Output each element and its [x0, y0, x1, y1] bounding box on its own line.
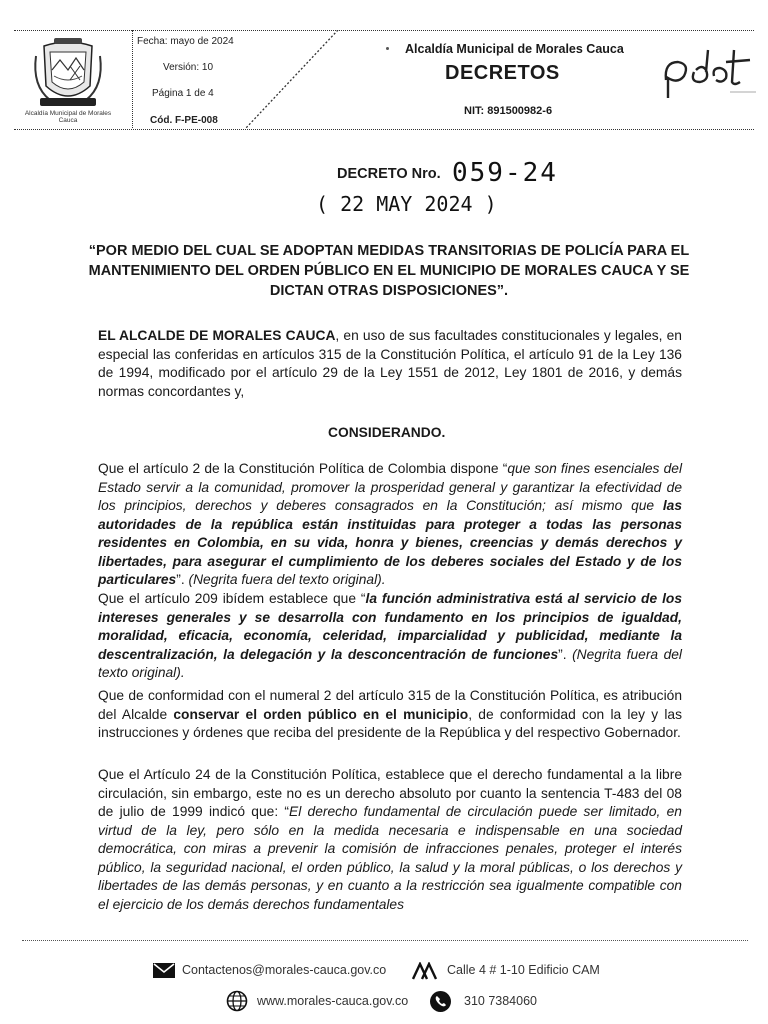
decree-title: “POR MEDIO DEL CUAL SE ADOPTAN MEDIDAS TRANSITORIAS DE POLICÍA PARA EL MANTENIMIENTO DEL ORDEN PÚBLICO EN EL MUNICIPIO DE MORALES CAUCA Y SE DICTAN OTRAS DISPOSICIONES”. [88, 243, 690, 299]
p1-d: ”. [176, 572, 189, 587]
phone-icon [430, 991, 451, 1012]
mail-icon [153, 963, 175, 978]
paragraph-2 [98, 590, 682, 683]
doc-version: Versión: 10 [163, 62, 214, 73]
paragraph-4 [98, 766, 682, 914]
nit: NIT: 891500982-6 [464, 105, 553, 117]
location-icon [412, 962, 438, 980]
considerando-heading: CONSIDERANDO. [328, 425, 446, 440]
intro-text: , en uso de sus facultades constitucionales y legales, en especial las conferidas en artículos 315 de la Constitución Política, el artículo 91 de la Ley 136 de 1994, modificado por el artículo 29 de la Ley 1551 de 2012, Ley 1801 de 2016, y demás normas concordantes y, [98, 328, 682, 399]
p3-c: , de conformidad con la ley y las instrucciones y órdenes que reciba del presidente de la República y del respectivo Gobernador. [98, 706, 682, 740]
intro-bold: EL ALCALDE DE MORALES CAUCA [98, 328, 336, 343]
p2-b: la función administrativa está al servicio de los intereses generales y se desarrolla con fundamento en los principios de igualdad, moralidad, eficacia, economía, celeridad, imparcialidad y publicidad, mediante la descentralización, la delegación y la desconcentración de funciones [98, 591, 683, 662]
doc-page: Página 1 de 4 [152, 88, 214, 99]
globe-icon [226, 990, 248, 1012]
doc-date: Fecha: mayo de 2024 [137, 36, 234, 47]
crest-caption: Alcaldía Municipal de Morales Cauca [24, 110, 112, 124]
p3-b: conservar el orden público en el municipio [173, 706, 469, 722]
crest-logo [30, 36, 106, 114]
p1-b: que son fines esenciales del Estado servir a la comunidad, promover la prosperidad general y garantizar la efectividad de los principios, derechos y deberes consagrados en la Constitución; así mismo que [98, 461, 683, 513]
decree-number-label: DECRETO Nro. [337, 166, 441, 182]
paragraph-1 [98, 460, 682, 590]
p1-c: las autoridades de la república están instituidas para proteger a todas las personas residentes en Colombia, en su vida, honra y bienes, creencias y demás derechos y libertades, para asegurar el cumplimiento de los deberes sociales del Estado y de los particulares [98, 498, 682, 587]
p1-a: Que el artículo 2 de la Constitución Política de Colombia dispone “ [98, 461, 508, 476]
footer-website[interactable]: www.morales-cauca.gov.co [257, 994, 409, 1008]
footer-phone: 310 7384060 [464, 994, 537, 1008]
p4-a: Que el Artículo 24 de la Constitución Política, establece que el derecho fundamental a la libre circulación, sin embargo, este no es un derecho absoluto por cuanto la sentencia T-483 del 08 de julio de 1999 indicó que: “ [98, 767, 682, 819]
p2-d: (Negrita fuera del texto original). [98, 646, 682, 680]
pdot-logo [660, 42, 760, 102]
p3-a: Que de conformidad con el numeral 2 del artículo 315 de la Constitución Política, es atribución del Alcalde [98, 688, 682, 722]
footer-email[interactable]: Contactenos@morales-cauca.gov.co [182, 963, 387, 977]
p2-c: ”. [558, 646, 573, 662]
decree-date-stamp: ( 22 MAY 2024 ) [316, 192, 497, 216]
intro-paragraph [98, 327, 682, 401]
entity-name: Alcaldía Municipal de Morales Cauca [405, 42, 624, 56]
footer-divider [22, 940, 748, 941]
footer-address: Calle 4 # 1-10 Edificio CAM [447, 963, 600, 977]
p1-e: (Negrita fuera del texto original). [188, 572, 386, 587]
paragraph-3 [98, 687, 682, 743]
doc-type: DECRETOS [445, 62, 560, 84]
doc-code: Cód. F-PE-008 [150, 115, 218, 126]
header-divider [132, 30, 133, 128]
header-frame [14, 30, 754, 130]
header-diagonal [242, 30, 342, 128]
p2-a: Que el artículo 209 ibídem establece que “ [98, 591, 366, 606]
bullet [386, 47, 389, 50]
p4-b: El derecho fundamental de circulación puede ser limitado, en virtud de la ley, pero sólo en la medida necesaria e indispensable en una sociedad democrática, con miras a prevenir la comisión de infracciones penales, proteger el interés público, la seguridad nacional, el orden público, la salud y la moral públicas, o los derechos y libertades de las demás personas, y en cuanto a la restricción sea igualmente compatible con el ejercicio de los demás derechos fundamentales [98, 804, 682, 912]
decree-number-stamp: 059-24 [452, 158, 558, 188]
